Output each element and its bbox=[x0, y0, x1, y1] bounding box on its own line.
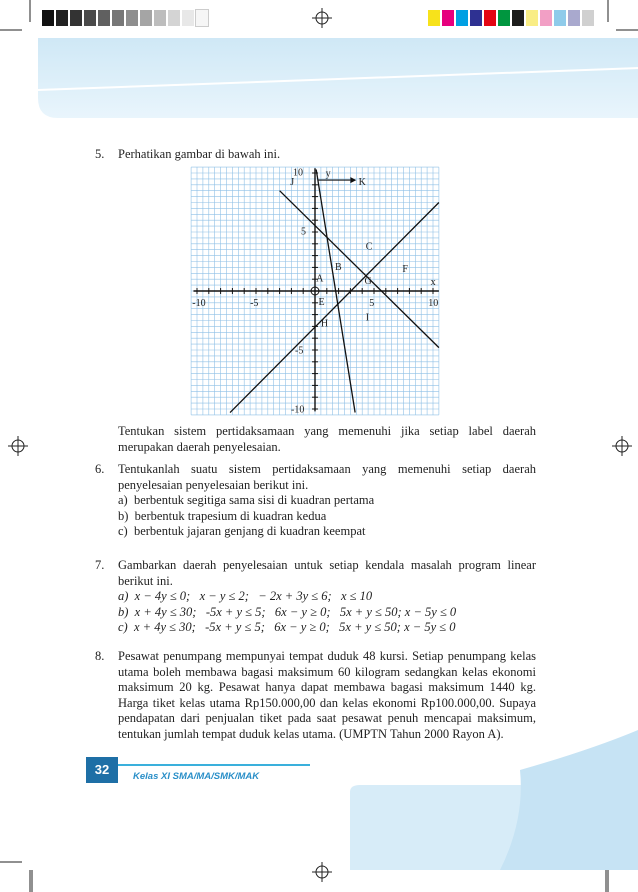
option-c: c) x + 4y ≤ 30; -5x + y ≤ 5; 6x − y ≥ 0; 5x + y ≤ 50; x − 5y ≤ 0 bbox=[118, 620, 456, 634]
region-label-g: G bbox=[364, 275, 372, 287]
line-y-equals-x-minus-3 bbox=[230, 203, 439, 413]
question-text: Gambarkan daerah penyelesaian untuk setiap kendala masalah program linear berikut ini. bbox=[118, 558, 536, 588]
question-number: 7. bbox=[95, 558, 105, 572]
tick-label-x: 5 bbox=[369, 298, 375, 309]
region-label-e: E bbox=[318, 297, 325, 309]
region-label-a: A bbox=[316, 273, 324, 285]
tick-label-x: 10 bbox=[428, 298, 439, 309]
header-band bbox=[38, 38, 638, 118]
region-label-h: H bbox=[320, 318, 329, 330]
tick-label-y: -5 bbox=[295, 345, 304, 357]
k-arrow-head bbox=[350, 177, 356, 183]
region-label-k: K bbox=[358, 176, 366, 188]
question-prompt: Perhatikan gambar di bawah ini. bbox=[118, 147, 281, 161]
inequality-graph bbox=[188, 164, 450, 416]
option-b: b) berbentuk trapesium di kuadran kedua bbox=[118, 508, 327, 523]
region-label-c: C bbox=[365, 241, 373, 253]
region-label-i: I bbox=[365, 312, 370, 324]
question-text: Pesawat penumpang mempunyai tempat duduk 48 kursi. Setiap penumpang kelas utama boleh membawa bagasi maksimum 60 kilogram sedangkan kelas ekonomi maksimum 20 kg. Pesawat hanya dapat membawa bagasi maksimum 1440 kg. Harga tiket kelas utama Rp150.000,00 dan kelas ekonomi Rp100.000,00. Supaya pendapatan dari penjualan tiket pada saat pesawat penuh mencapai maksimum, tentukan jumlah tempat duduk kelas utama. (UMPTN Tahun 2000 Rayon A). bbox=[118, 649, 536, 741]
tick-label-x: -5 bbox=[250, 298, 259, 309]
tick-label-y: 5 bbox=[301, 226, 306, 238]
x-axis-label: x bbox=[430, 277, 436, 288]
registration-mark-left bbox=[8, 436, 28, 456]
question-number: 6. bbox=[95, 462, 105, 476]
option-a: a) berbentuk segitiga sama sisi di kuadran pertama bbox=[118, 493, 375, 507]
question-number: 5. bbox=[95, 147, 105, 161]
registration-mark-bottom bbox=[312, 862, 332, 882]
book-title: Kelas XI SMA/MA/SMK/MAK bbox=[133, 771, 260, 782]
tick-label-y: -10 bbox=[291, 404, 305, 416]
tick-label-y: 10 bbox=[293, 167, 303, 179]
option-b: b) x + 4y ≤ 30; -5x + y ≤ 5; 6x − y ≥ 0; 5x + y ≤ 50; x − 5y ≤ 0 bbox=[118, 604, 457, 619]
region-label-f: F bbox=[402, 264, 408, 276]
footer-decoration bbox=[350, 730, 638, 870]
question-text: Tentukanlah suatu sistem pertidaksamaan yang memenuhi setiap daerah penyelesaian penyelesaian berikut ini. bbox=[118, 462, 536, 492]
question-number: 8. bbox=[95, 649, 105, 663]
registration-mark-right bbox=[612, 436, 632, 456]
registration-mark-top bbox=[312, 8, 332, 28]
region-label-j: J bbox=[290, 176, 295, 188]
footer-rule bbox=[90, 764, 310, 766]
tick-label-x: -10 bbox=[192, 298, 206, 309]
page-number: 32 bbox=[86, 757, 118, 783]
option-a: a) x − 4y ≤ 0; x − y ≤ 2; − 2x + 3y ≤ 6; x ≤ 10 bbox=[118, 589, 373, 603]
region-label-b: B bbox=[335, 261, 342, 273]
instruction-text: Tentukan sistem pertidaksamaan yang memenuhi jika setiap label daerah merupakan daerah penyelesaian. bbox=[118, 424, 536, 454]
option-c: c) berbentuk jajaran genjang di kuadran keempat bbox=[118, 524, 366, 538]
y-axis-label: y bbox=[325, 168, 331, 180]
